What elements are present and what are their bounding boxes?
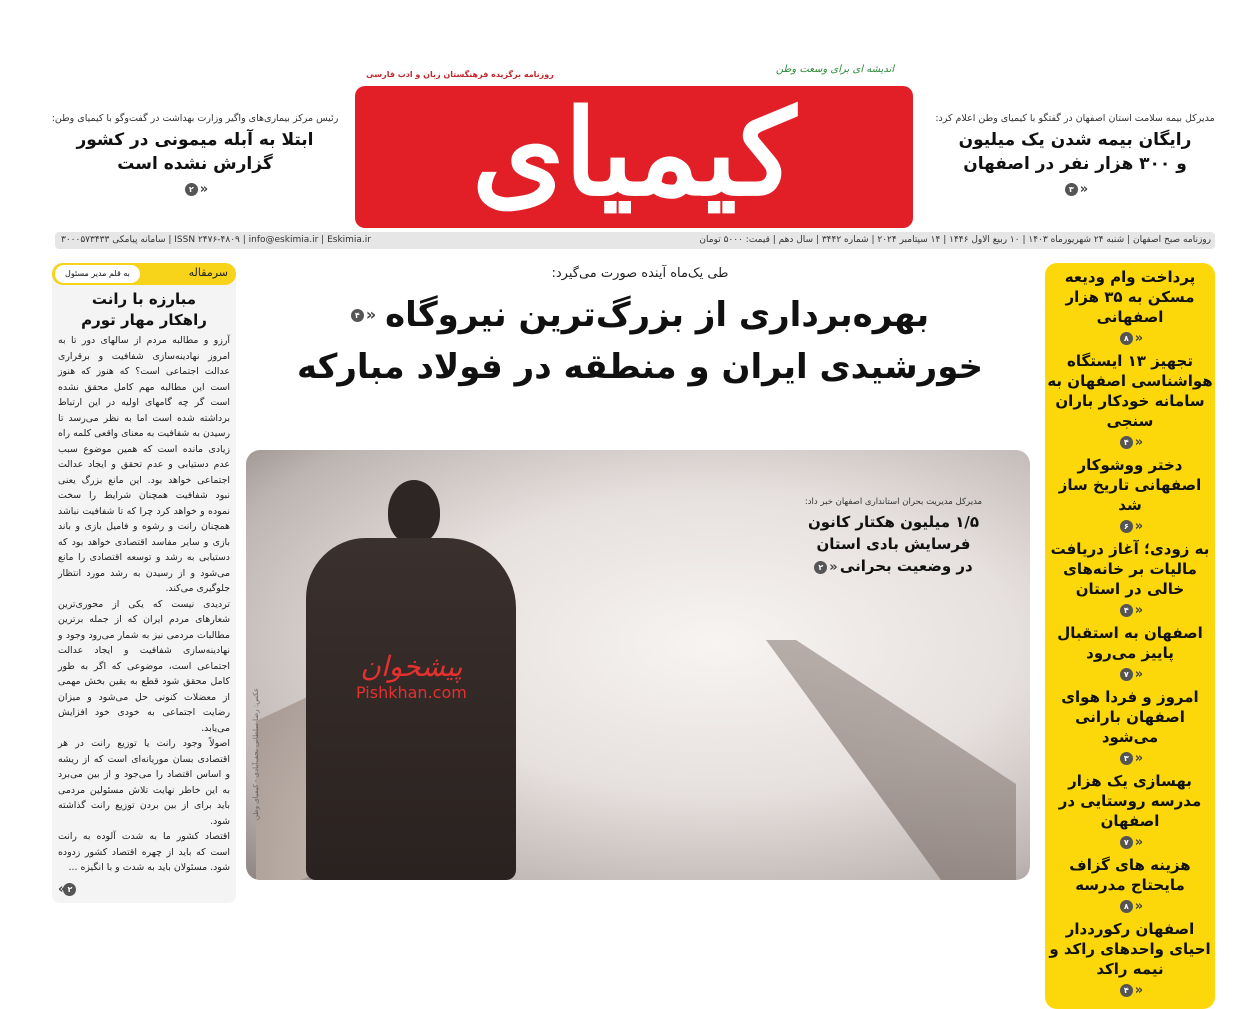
story-title: گزارش نشده است [117,154,273,174]
paper-type: روزنامه صبح اصفهان [1132,235,1211,245]
story-title: ابتلا به آبله میمونی در کشور [76,130,314,150]
editorial-column [52,263,236,903]
header-story-right[interactable] [925,112,1225,197]
page-ref-icon[interactable]: «۴ [1045,431,1215,453]
story-kicker: مدیرکل مدیریت بحران استانداری اصفهان خبر داد: [804,497,983,507]
paragraph: اصولاً وجود رانت یا توزیع رانت در هر اقتصادی بسان موریانه‌ای است که از ریشه و اساس اقتصاد را می‌جود و از بین می‌برد به این خاطر نهایت تلاش مسئولین مردمی باید برای از بین بردن توزیع رانت گذاشته شود. [58,738,230,827]
page-number: ۴ [1120,984,1133,997]
page-number: ۴ [1120,604,1133,617]
page-number: ۲ [185,183,198,196]
editorial-title: راهکار مهار تورم [81,311,207,329]
news-title: اصفهان رکورددار احیای واحدهای راکد و نیمه راکد [1049,920,1211,978]
sidebar-news-item[interactable] [1045,539,1215,621]
date-persian: شنبه ۲۴ شهریورماه ۱۴۰۳ [1028,235,1125,245]
page-number: ۲ [63,883,76,896]
page-ref-icon[interactable]: «۴ [1045,599,1215,621]
logo-text: کیمیای [472,86,796,222]
price: قیمت: ۵۰۰۰ تومان [699,235,770,245]
page-ref-icon[interactable]: «۶ [1045,515,1215,537]
headline-line: بهره‌برداری از بزرگ‌ترین نیروگاه [385,295,930,335]
news-title: تجهیز ۱۳ ایستگاه هواشناسی اصفهان به سامانه خودکار باران سنجی [1047,352,1213,430]
page-ref-icon[interactable]: «۲ [45,178,345,197]
page-ref-icon[interactable]: «۲ [814,557,834,579]
page-ref-icon[interactable]: « ۲ [52,876,236,899]
section-label: سرمقاله [188,266,228,279]
page-ref-icon[interactable]: «۴ [1045,979,1215,1001]
page-ref-icon[interactable]: «۸ [1045,895,1215,917]
page-ref-icon[interactable]: «۷ [1045,831,1215,853]
date-hijri: ۱۰ ربیع الاول ۱۴۴۶ [949,235,1020,245]
website-link[interactable]: Eskimia.ir [327,235,371,245]
story-kicker: رئیس مرکز بیماری‌های واگیر وزارت بهداشت در گفت‌وگو با کیمیای وطن: [51,113,339,124]
page-number: ۸ [1120,900,1133,913]
volume-year: سال دهم [778,235,814,245]
railing-right [766,640,1016,880]
news-sidebar [1045,263,1215,1009]
page-ref-icon[interactable]: «۸ [1045,327,1215,349]
page-number: ۲ [814,561,827,574]
editorial-tab [52,263,236,285]
paragraph: اقتصاد کشور ما به شدت آلوده به رانت است که باید از چهره اقتصاد کشور زدوده شود. مسئولان باید به شدت و با انگیزه ... [58,831,230,873]
issue-number: شماره ۳۴۴۲ [821,235,869,245]
byline: به قلم مدیر مسئول [55,265,140,283]
page-number: ۸ [1120,332,1133,345]
story-kicker: مدیرکل بیمه سلامت استان اصفهان در گفتگو با کیمیای وطن اعلام کرد: [935,113,1215,124]
page-ref-icon[interactable]: «۳ [925,178,1225,197]
story-title: ۱/۵ میلیون هکتار کانون [807,513,980,531]
sidebar-news-item[interactable] [1045,919,1215,1001]
news-title: اصفهان به استقبال پاییز می‌رود [1057,624,1203,662]
person-body [306,538,516,880]
watermark-english: Pishkhan.com [356,683,467,702]
sidebar-news-item[interactable] [1045,855,1215,917]
news-title: پرداخت وام ودیعه مسکن به ۳۵ هزار اصفهانی [1064,268,1196,326]
masthead-tagline: روزنامه برگزیده فرهنگستان زبان و ادب فارسی [366,70,554,79]
watermark-persian: پیشخوان [360,650,463,683]
paragraph: آرزو و مطالبه مردم از سالهای دور تا به امروز نهادینه‌سازی شفافیت و برقراری عدالت اجتماعی است؟ که هنوز که هنوز است این مطالبه مهم کامل محقق نشده است گر چه گامهای اولیه در این ارتباط برداشته شده است اما به نظر می‌رسد تا رسیدن به شفافیت به معنای واقعی کلمه راه زیادی مانده است که همین موضوع سبب عدم دستیابی و عدم تحقق و ایجاد عدالت اجتماعی خواهد بود. این مانع بزرگ یعنی نبود شفافیت همچنان شرایط را سخت نموده و خواهد کرد چرا که تا شفافیت نباشد همچنان رانت و رشوه و فامیل بازی و باند بازی و سایر مفاسد اقتصادی خواهد بود که دستیابی به رشد و توسعه اقتصادی را مانع می‌شود و از رسیدن به رشد مورد انتظار جلوگیری می‌کند. [58,335,230,594]
news-title: دختر ووشوکار اصفهانی تاریخ ساز شد [1058,456,1202,514]
editorial-body [52,333,236,876]
page-number: ۳ [1065,183,1078,196]
page-ref-icon[interactable]: «۷ [1045,663,1215,685]
paragraph: تردیدی نیست که یکی از محوری‌ترین شعارهای مردم ایران که از جمله برترین مطالبات مردمی نیز به شمار می‌رود وجود و نهادینه‌سازی شفافیت و ایجاد عدالت اجتماعی است، موضوعی که اگر به طور کامل محقق شود قطع به یقین بخش مهمی از معضلات کنونی حل می‌شود و میزان رضایت اجتماعی به خودی خود افزایش می‌یابد. [58,598,230,734]
sidebar-list [1045,267,1215,1001]
story-title-line: در وضعیت بحرانی [839,557,973,575]
page-number: ۳ [1120,752,1133,765]
story-title: و ۳۰۰ هزار نفر در اصفهان [963,154,1187,174]
page-ref-icon[interactable]: «۴ [351,289,373,341]
news-title: بهسازی یک هزار مدرسه روستایی در اصفهان [1058,772,1202,830]
sidebar-news-item[interactable] [1045,267,1215,349]
watermark [356,650,467,702]
page-number: ۶ [1120,520,1133,533]
sidebar-news-item[interactable] [1045,771,1215,853]
sidebar-news-item[interactable] [1045,623,1215,685]
story-title [766,555,1021,579]
date-gregorian: ۱۴ سپتامبر ۲۰۲۴ [877,235,941,245]
person-head [388,480,440,544]
news-title: هزینه های گزاف مایحتاج مدرسه [1069,856,1191,894]
header-story-left[interactable] [45,112,345,197]
photo-credit: عکس: رضا سلطانی نجف‌آبادی - کیمیای وطن [252,687,260,821]
page-ref-icon[interactable]: «۳ [1045,747,1215,769]
news-title: به زودی؛ آغاز دریافت مالیات بر خانه‌های خالی در استان [1050,540,1210,598]
editorial-title: مبارزه با رانت [91,290,197,308]
newspaper-logo[interactable] [355,86,913,228]
info-bar: روزنامه صبح اصفهان | شنبه ۲۴ شهریورماه ۱۴۰۳ | ۱۰ ربیع الاول ۱۴۴۶ | ۱۴ سپتامبر ۲۰۲۴ | شماره ۳۴۴۲ | سال دهم | قیمت: ۵۰۰۰ تومان ISSN ۲۴۷۶-۴۸۰۹ | info@eskimia.ir | Eskimia.ir | سامانه پیامکی ۳۰۰۰۵۷۳۴۳۳ [55,232,1215,249]
story-title: فرسایش بادی استان [816,535,971,553]
main-kicker: طی یک‌ماه آینده صورت می‌گیرد: [551,266,729,281]
sidebar-news-item[interactable] [1045,455,1215,537]
story-title: رایگان بیمه شدن یک میلیون [958,130,1192,150]
sms-number: سامانه پیامکی ۳۰۰۰۵۷۳۴۳۳ [61,235,166,245]
sidebar-news-item[interactable] [1045,687,1215,769]
news-title: امروز و فردا هوای اصفهان بارانی می‌شود [1061,688,1199,746]
page-number: ۷ [1120,668,1133,681]
main-headline [245,289,1035,341]
issn: ISSN ۲۴۷۶-۴۸۰۹ [174,235,240,245]
main-story[interactable] [245,266,1035,393]
page-number: ۷ [1120,836,1133,849]
main-headline: خورشیدی ایران و منطقه در فولاد مبارکه [296,347,984,387]
main-photo [246,450,1030,880]
sidebar-news-item[interactable] [1045,351,1215,453]
photo-story[interactable] [766,496,1021,579]
page-number: ۴ [351,309,364,322]
masthead-slogan: اندیشه ای برای وسعت وطن [775,64,895,75]
email-link[interactable]: info@eskimia.ir [248,235,319,245]
page-number: ۴ [1120,436,1133,449]
